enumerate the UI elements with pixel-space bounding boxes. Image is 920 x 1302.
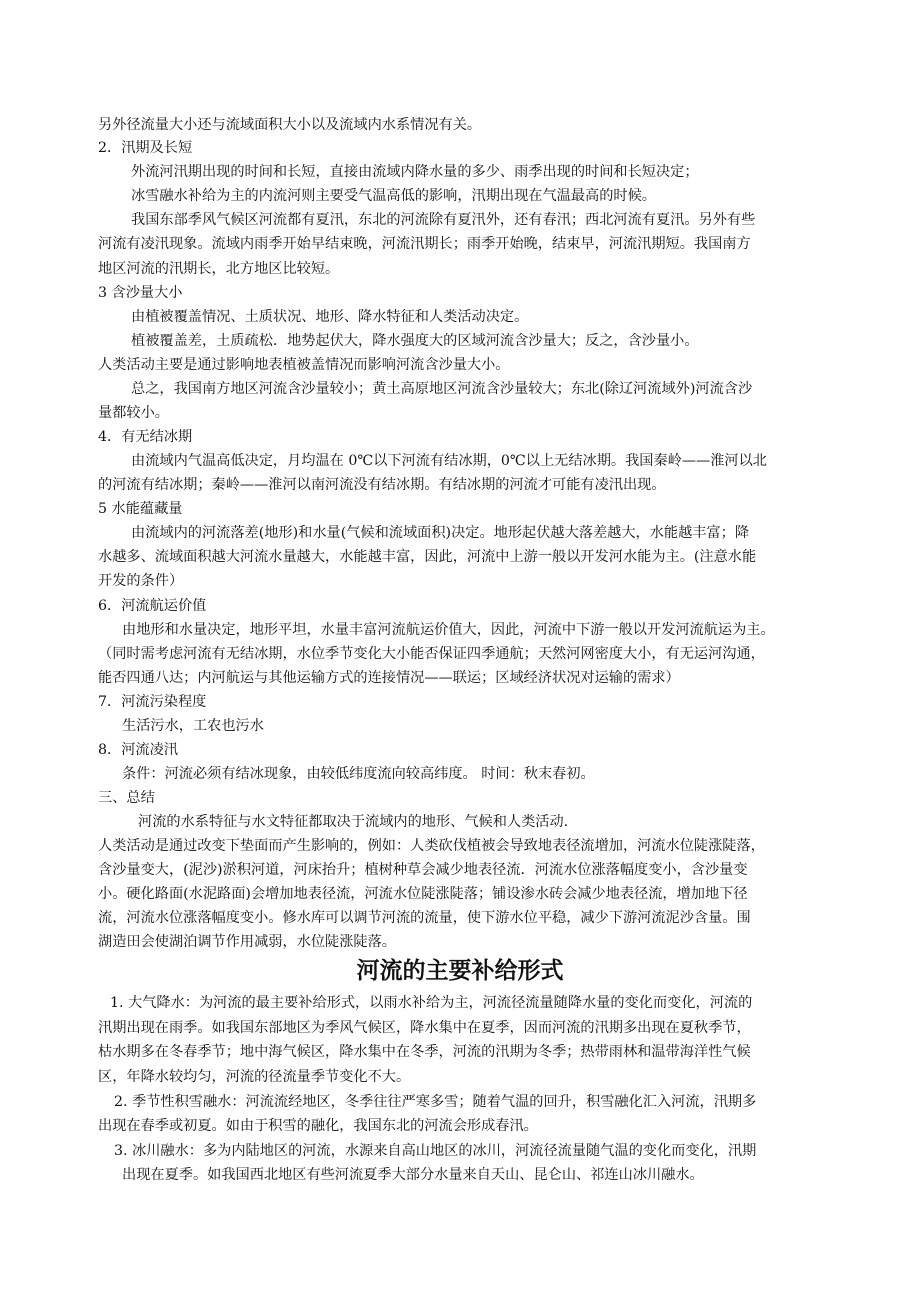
text-line: 流，河流水位涨落幅度变小。修水库可以调节河流的流量，使下游水位平稳，减少下游河流泥沙含量。围 — [98, 910, 751, 926]
section-heading: 4．有无结冰期 — [98, 429, 193, 445]
text-line: 条件：河流必须有结冰现象，由较低纬度流向较高纬度。 时间：秋末春初。 — [122, 766, 595, 782]
section-heading: 7．河流污染程度 — [98, 694, 207, 710]
text-line: 出现在夏季。如我国西北地区有些河流夏季大部分水量来自天山、昆仑山、祁连山冰川融水。 — [122, 1167, 704, 1183]
text-line: 植被覆盖差，土质疏松．地势起伏大，降水强度大的区域河流含沙量大；反之，含沙量小。 — [131, 333, 699, 349]
text-line: 河流有凌汛现象。流域内雨季开始早结束晚，河流汛期长；雨季开始晚，结束早，河流汛期短。我国南方 — [98, 236, 751, 252]
text-line: 地区河流的汛期长，北方地区比较短。 — [98, 261, 340, 277]
text-line: 另外径流量大小还与流域面积大小以及流域内水系情况有关。 — [98, 117, 482, 133]
text-line: 开发的条件） — [98, 573, 184, 589]
text-line: （同时需考虑河流有无结冰期，水位季节变化大小能否保证四季通航；天然河网密度大小，有无运河沟通， — [98, 646, 765, 662]
list-item: 2. 季节性积雪融水：河流流经地区，冬季往往严寒多雪；随着气温的回升，积雪融化汇入河流，汛期多 — [114, 1094, 757, 1110]
text-line: 量都较小。 — [98, 405, 169, 421]
section-heading: 8．河流凌汛 — [98, 742, 178, 758]
list-item: 1. 大气降水：为河流的最主要补给形式，以雨水补给为主，河流径流量随降水量的变化而变化，河流的 — [110, 995, 753, 1011]
text-line: 枯水期多在冬春季节；地中海气候区，降水集中在冬季，河流的汛期为冬季；热带雨林和温带海洋性气候 — [98, 1044, 751, 1060]
text-line: 区，年降水较均匀，河流的径流量季节变化不大。 — [98, 1069, 411, 1085]
text-line: 能否四通八达；内河航运与其他运输方式的连接情况——联运；区域经济状况对运输的需求） — [98, 670, 680, 686]
section-heading: 2．汛期及长短 — [98, 140, 193, 156]
text-line: 小。硬化路面(水泥路面)会增加地表径流，河流水位陡涨陡落；铺设渗水砖会减少地表径流，增加地下径 — [98, 886, 748, 902]
text-line: 总之，我国南方地区河流含沙量较小；黄土高原地区河流含沙量较大；东北(除辽河流域外)河流含沙 — [131, 381, 753, 397]
text-line: 由流域内的河流落差(地形)和水量(气候和流域面积)决定。地形起伏越大落差越大，水能越丰富；降 — [131, 525, 750, 541]
text-line: 外流河汛期出现的时间和长短，直接由流域内降水量的多少、雨季出现的时间和长短决定； — [131, 164, 699, 180]
text-line: 生活污水，工农也污水 — [122, 718, 264, 734]
text-line: 由流域内气温高低决定，月均温在 0℃以下河流有结冰期，0℃以上无结冰期。我国秦岭——淮河以北 — [131, 453, 767, 469]
page-heading: 河流的主要补给形式 — [356, 958, 564, 984]
section-heading: 6．河流航运价值 — [98, 598, 207, 614]
text-line: 汛期出现在雨季。如我国东部地区为季风气候区，降水集中在夏季，因而河流的汛期多出现在夏秋季节， — [98, 1020, 751, 1036]
section-heading: 5 水能蕴藏量 — [98, 501, 183, 517]
text-line: 由植被覆盖情况、土质状况、地形、降水特征和人类活动决定。 — [131, 309, 529, 325]
text-line: 含沙量变大，(泥沙)淤积河道，河床抬升；植树种草会减少地表径流．河流水位涨落幅度变小，含沙量变 — [98, 862, 748, 878]
text-line: 水越多、流域面积越大河流水量越大，水能越丰富，因此，河流中上游一般以开发河水能为主。(注意水能 — [98, 549, 757, 565]
text-line: 的河流有结冰期；秦岭——淮河以南河流没有结冰期。有结冰期的河流才可能有凌汛出现。 — [98, 477, 666, 493]
text-line: 人类活动是通过改变下垫面而产生影响的，例如：人类砍伐植被会导致地表径流增加，河流水位陡涨陡落， — [98, 838, 765, 854]
text-line: 我国东部季风气候区河流都有夏汛，东北的河流除有夏汛外，还有春汛；西北河流有夏汛。另外有些 — [131, 212, 756, 228]
text-line: 由地形和水量决定，地形平坦，水量丰富河流航运价值大，因此，河流中下游一般以开发河流航运为主。 — [122, 622, 775, 638]
section-heading: 三、总结 — [98, 790, 155, 806]
text-line: 河流的水系特征与水文特征都取决于流域内的地形、气候和人类活动. — [138, 814, 569, 830]
list-item: 3. 冰川融水：多为内陆地区的河流，水源来自高山地区的冰川，河流径流量随气温的变化而变化，汛期 — [114, 1143, 757, 1159]
text-line: 冰雪融水补给为主的内流河则主要受气温高低的影响，汛期出现在气温最高的时候。 — [131, 188, 656, 204]
text-line: 湖造田会使湖泊调节作用减弱，水位陡涨陡落。 — [98, 934, 396, 950]
text-line: 人类活动主要是通过影响地表植被盖情况而影响河流含沙量大小。 — [98, 357, 510, 373]
section-heading: 3 含沙量大小 — [98, 285, 183, 301]
text-line: 出现在春季或初夏。如由于积雪的融化，我国东北的河流会形成春汛。 — [98, 1118, 538, 1134]
